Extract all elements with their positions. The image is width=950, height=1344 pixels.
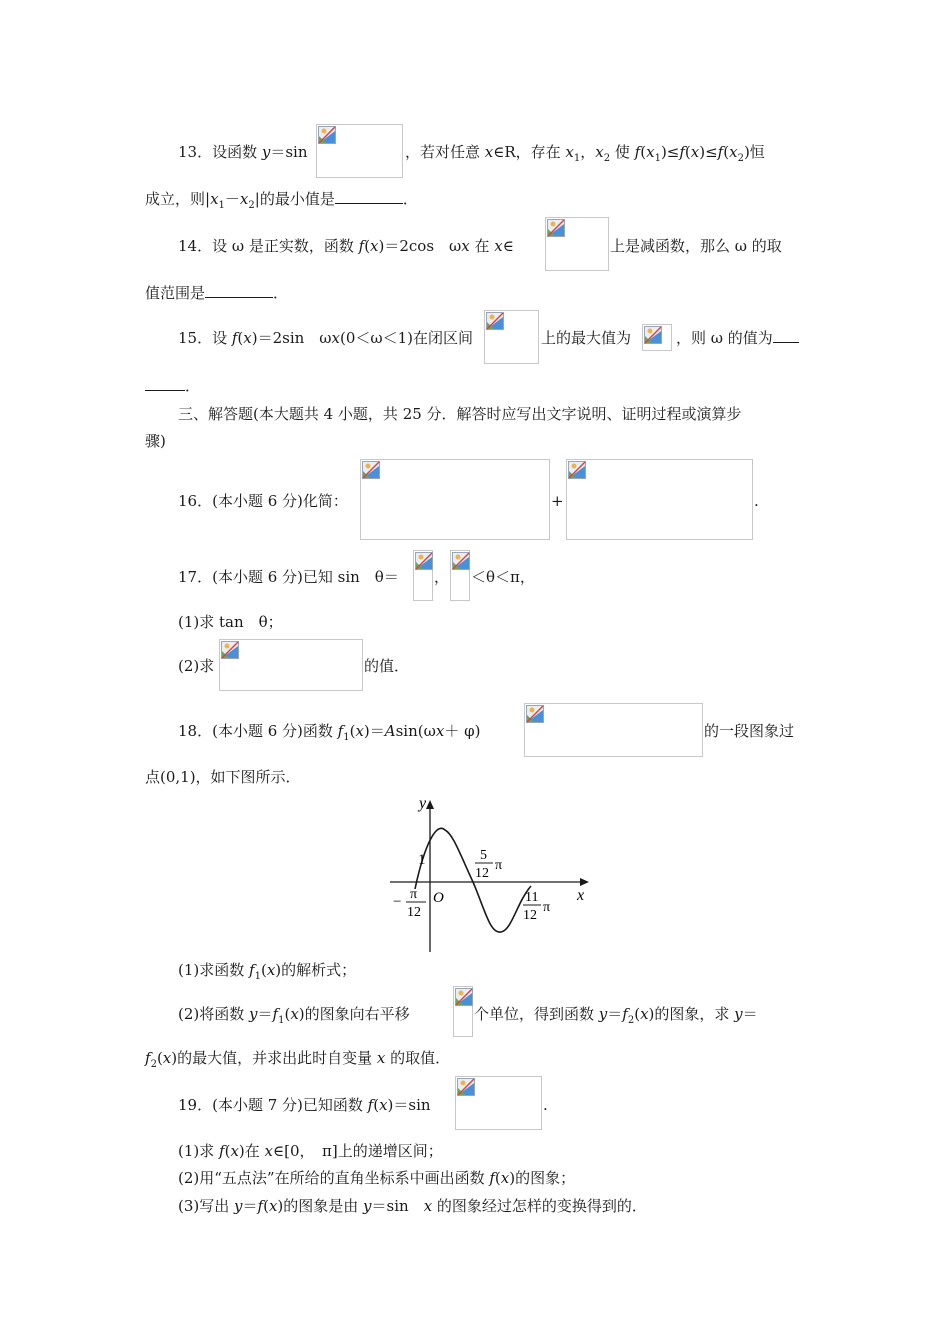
broken-image-icon: [362, 461, 380, 479]
q16-expression-image-1: [360, 459, 550, 540]
broken-image-icon: [221, 641, 239, 659]
q18-text: 18．(本小题 6 分)函数 $f_1(x)=Asin(\omega x+ \varphi)$: [178, 722, 481, 743]
tick-label-5: 5: [480, 848, 487, 863]
x-axis-label: x: [577, 887, 585, 904]
q19-part2: (2)用“五点法”在所给的直角坐标系中画出函数 f(x)的图象；: [178, 1169, 576, 1187]
tick-label-11-den: 12: [523, 908, 537, 923]
q17-comma: ，: [434, 568, 450, 586]
section3-heading-line2: 骤): [145, 432, 166, 450]
q18-text-rest: 的一段图象过: [704, 722, 795, 740]
q17-text: 17．(本小题 6 分)已知 sin θ＝: [178, 568, 399, 586]
answer-blank: [773, 328, 799, 343]
q17-text-rest: ＜θ＜π，: [471, 568, 535, 586]
broken-image-icon: [415, 552, 433, 570]
tick-label-11-pi: π: [543, 900, 551, 915]
q19-text-end: .: [543, 1096, 548, 1114]
answer-blank: [335, 189, 403, 204]
q17-lower-bound-image: [450, 550, 470, 601]
broken-image-icon: [452, 552, 470, 570]
q18-line2: 点(0,1)，如下图所示．: [145, 768, 301, 786]
q13-formula-image: [316, 124, 403, 178]
q14-interval-image: [545, 217, 609, 271]
q17-sin-value-image: [413, 550, 433, 601]
broken-image-icon: [526, 705, 544, 723]
q17-expression-image: [219, 639, 363, 691]
tick-label-5-den: 12: [475, 866, 489, 881]
q18-part2: (2)将函数 $y=f_1(x)$的图象向右平移: [178, 1005, 410, 1026]
q15-line1: 15．设 f(x)＝2sin ωx(0＜ω＜1)在闭区间: [178, 329, 474, 347]
tick-label-5-pi: π: [495, 858, 503, 873]
q18-shift-image: [453, 986, 473, 1037]
q16-end: .: [754, 492, 759, 510]
sine-graph: [385, 792, 595, 957]
broken-image-icon: [644, 326, 662, 344]
tick-label-one: 1: [418, 852, 426, 868]
q13-line1-rest: ，若对任意 x∈R，存在 $x_1$，$x_2$ 使 $f(x_1)\le f(x)\le f(x_2)$恒: [405, 143, 765, 164]
tick-label-11: 11: [525, 890, 539, 905]
q16-text: 16．(本小题 6 分)化简：: [178, 492, 348, 510]
q14-line1-rest: 上是减函数，那么 ω 的取: [610, 237, 782, 255]
q14-line1: 14．设 ω 是正实数，函数 f(x)＝2cos ωx 在 x∈: [178, 237, 514, 255]
broken-image-icon: [486, 312, 504, 330]
q15-line1-rest: ，则 ω 的值为: [676, 328, 799, 348]
tick-label-neg-pi: π: [410, 887, 418, 902]
q17-part2-rest: 的值．: [364, 657, 410, 675]
q16-plus: +: [551, 492, 564, 510]
q13-line1: 13．设函数 y＝sin: [178, 143, 308, 161]
q18-part2-line2: $f_2(x)$的最大值，并求出此时自变量 x 的取值．: [145, 1049, 451, 1070]
x-axis-arrow-icon: [580, 878, 589, 886]
q14-line2: 值范围是 ．: [145, 284, 289, 302]
q15-max-value-image: [642, 324, 672, 351]
broken-image-icon: [457, 1078, 475, 1096]
q18-condition-image: [524, 703, 703, 757]
q18-part2-rest: 个单位，得到函数 $y=f_2(x)$的图象，求 y＝: [474, 1005, 758, 1026]
tick-label-neg-den: 12: [407, 905, 421, 920]
q19-function-image: [455, 1076, 542, 1130]
tick-label-minus: −: [393, 894, 402, 910]
broken-image-icon: [547, 219, 565, 237]
sine-curve: [415, 828, 531, 932]
q15-line1-mid: 上的最大值为: [541, 329, 632, 347]
q19-text: 19．(本小题 7 分)已知函数 f(x)＝sin: [178, 1096, 431, 1114]
q16-expression-image-2: [566, 459, 753, 540]
origin-label: O: [433, 890, 444, 906]
broken-image-icon: [568, 461, 586, 479]
q15-interval-image: [484, 310, 539, 364]
q19-part1: (1)求 f(x)在 x∈[0， π]上的递增区间；: [178, 1142, 443, 1160]
q15-line2: ．: [145, 376, 200, 396]
q17-part2: (2)求: [178, 657, 215, 675]
y-axis-label: y: [419, 795, 427, 812]
q17-part1: (1)求 tan θ；: [178, 613, 283, 631]
broken-image-icon: [318, 126, 336, 144]
q13-line2: 成立，则$|x_1-x_2|$的最小值是 ．: [145, 190, 418, 211]
q19-part3: (3)写出 y＝f(x)的图象是由 y＝sin x 的图象经过怎样的变换得到的．: [178, 1197, 647, 1215]
answer-blank: [205, 283, 273, 298]
y-axis-arrow-icon: [426, 800, 434, 809]
broken-image-icon: [455, 988, 473, 1006]
q18-part1: (1)求函数 $f_1(x)$的解析式；: [178, 961, 357, 982]
answer-blank-continued: [145, 376, 185, 391]
section3-heading: 三、解答题(本大题共 4 小题，共 25 分．解答时应写出文字说明、证明过程或演算步: [178, 405, 742, 423]
